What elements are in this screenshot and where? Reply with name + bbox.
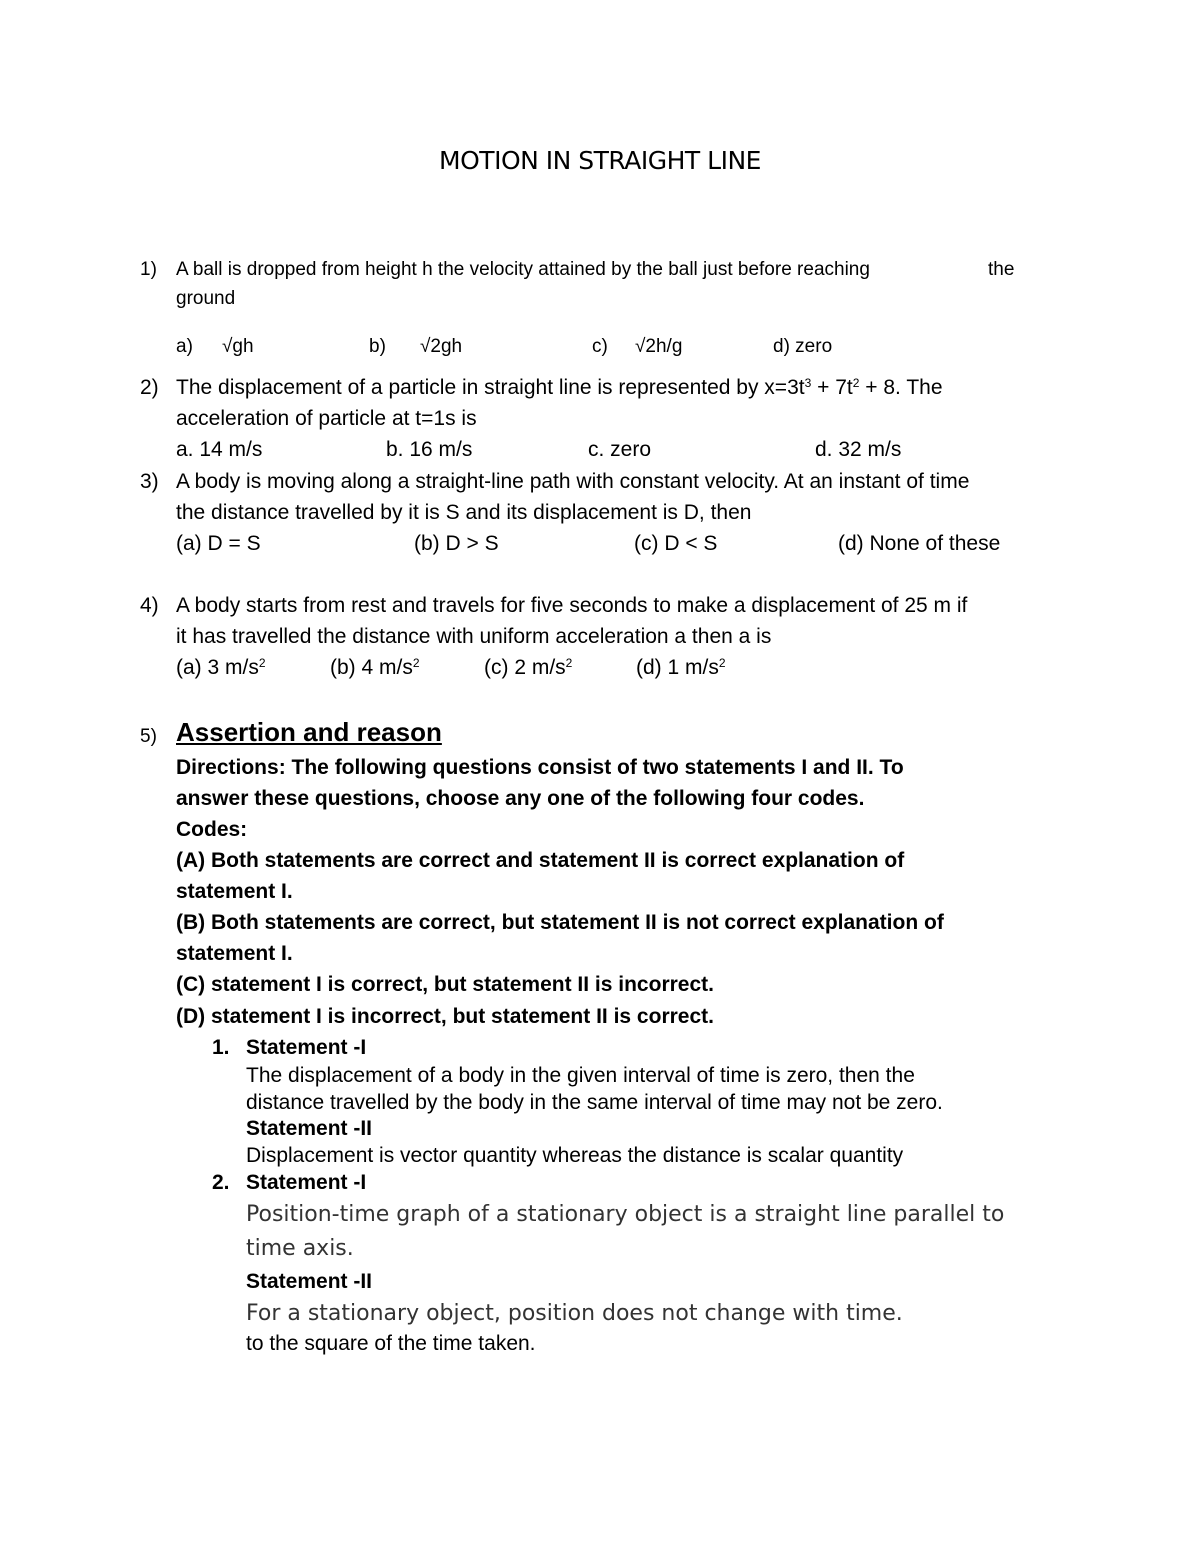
- code-a-line-2: statement I.: [176, 880, 293, 903]
- code-b-line-1: (B) Both statements are correct, but statement II is not correct explanation of: [176, 911, 944, 934]
- option-d: d. 32 m/s: [815, 438, 902, 461]
- code-a-line-1: (A) Both statements are correct and statement II is correct explanation of: [176, 849, 905, 872]
- code-d: (D) statement I is incorrect, but statement II is correct.: [176, 1005, 714, 1028]
- option-c: c. zero: [588, 438, 652, 461]
- option-b-label: b): [369, 336, 386, 357]
- option-c-label: c): [592, 336, 608, 357]
- option-a: (a) 3 $m/s^2$: [176, 656, 266, 679]
- statement-1-text-line-1: The displacement of a body in the given interval of time is zero, then the: [246, 1064, 915, 1087]
- statement-1-text-line-2: distance travelled by the body in the same interval of time may not be zero.: [246, 1091, 943, 1114]
- option-d: (d) None of these: [838, 532, 1001, 555]
- option-d: (d) 1 $m/s^2$: [636, 656, 726, 679]
- question-number: 3): [140, 470, 159, 493]
- option-c: (c) 2 $m/s^2$: [484, 656, 573, 679]
- option-a-label: a): [176, 336, 193, 357]
- option-a: a. 14 m/s: [176, 438, 263, 461]
- option-c-value: √2h/g: [635, 336, 683, 357]
- option-b: (b) 4 $m/s^2$: [330, 656, 420, 679]
- directions-line-2: answer these questions, choose any one of the following four codes.: [176, 787, 865, 810]
- option-a: (a) D = S: [176, 532, 261, 555]
- statement-2-label: Statement -II: [246, 1270, 373, 1293]
- option-c: (c) D < S: [634, 532, 718, 555]
- statement-2-label: Statement -II: [246, 1117, 373, 1140]
- question-text-end: the: [988, 259, 1015, 280]
- option-b: b. 16 m/s: [386, 438, 473, 461]
- question-text-part: + 7t: [811, 376, 853, 399]
- statement-set-2-number: 2.: [212, 1171, 230, 1194]
- statement-1-label: Statement -I: [246, 1171, 367, 1194]
- code-c: (C) statement I is correct, but statement II is incorrect.: [176, 973, 714, 996]
- option-d: d) zero: [773, 336, 833, 357]
- statement-2-text-line-2: to the square of the time taken.: [246, 1332, 536, 1355]
- option-a-value: √gh: [222, 336, 254, 357]
- exponent: 3: [804, 376, 812, 390]
- statement-2-text: Displacement is vector quantity whereas the distance is scalar quantity: [246, 1144, 904, 1167]
- codes-label: Codes:: [176, 818, 248, 841]
- option-b-value: √2gh: [420, 336, 463, 357]
- question-text-part: + 8. The: [859, 376, 943, 399]
- question-text: A body is moving along a straight-line path with constant velocity. At an instant of time: [176, 470, 970, 493]
- code-b-line-2: statement I.: [176, 942, 293, 965]
- question-number: 5): [140, 726, 157, 747]
- question-number: 2): [140, 376, 159, 399]
- question-text: A body starts from rest and travels for five seconds to make a displacement of 25 m if: [176, 594, 968, 617]
- question-text: A ball is dropped from height h the velocity attained by the ball just before reaching: [176, 259, 870, 280]
- question-text-part: The displacement of a particle in straight line is represented by x=3t: [176, 376, 805, 399]
- question-text-cont: the distance travelled by it is S and its displacement is D, then: [176, 501, 752, 524]
- statement-1-text-line-2: time axis.: [246, 1236, 354, 1261]
- exponent: 2: [852, 376, 860, 390]
- statement-2-text-line-1: For a stationary object, position does not change with time.: [246, 1301, 903, 1326]
- directions-line-1: Directions: The following questions consist of two statements I and II. To: [176, 756, 904, 779]
- statement-1-text-line-1: Position-time graph of a stationary object is a straight line parallel to: [246, 1202, 1005, 1227]
- question-number: 1): [140, 259, 157, 280]
- statement-set-1-number: 1.: [212, 1036, 230, 1059]
- question-text-cont: acceleration of particle at t=1s is: [176, 407, 477, 430]
- statement-1-label: Statement -I: [246, 1036, 367, 1059]
- question-number: 4): [140, 594, 159, 617]
- question-text-cont: it has travelled the distance with uniform acceleration a then a is: [176, 625, 772, 648]
- option-b: (b) D > S: [414, 532, 499, 555]
- question-text: [176, 376, 943, 400]
- page-title: MOTION IN STRAIGHT LINE: [439, 146, 761, 175]
- section-heading: Assertion and reason: [176, 717, 442, 747]
- question-text-cont: ground: [176, 288, 236, 309]
